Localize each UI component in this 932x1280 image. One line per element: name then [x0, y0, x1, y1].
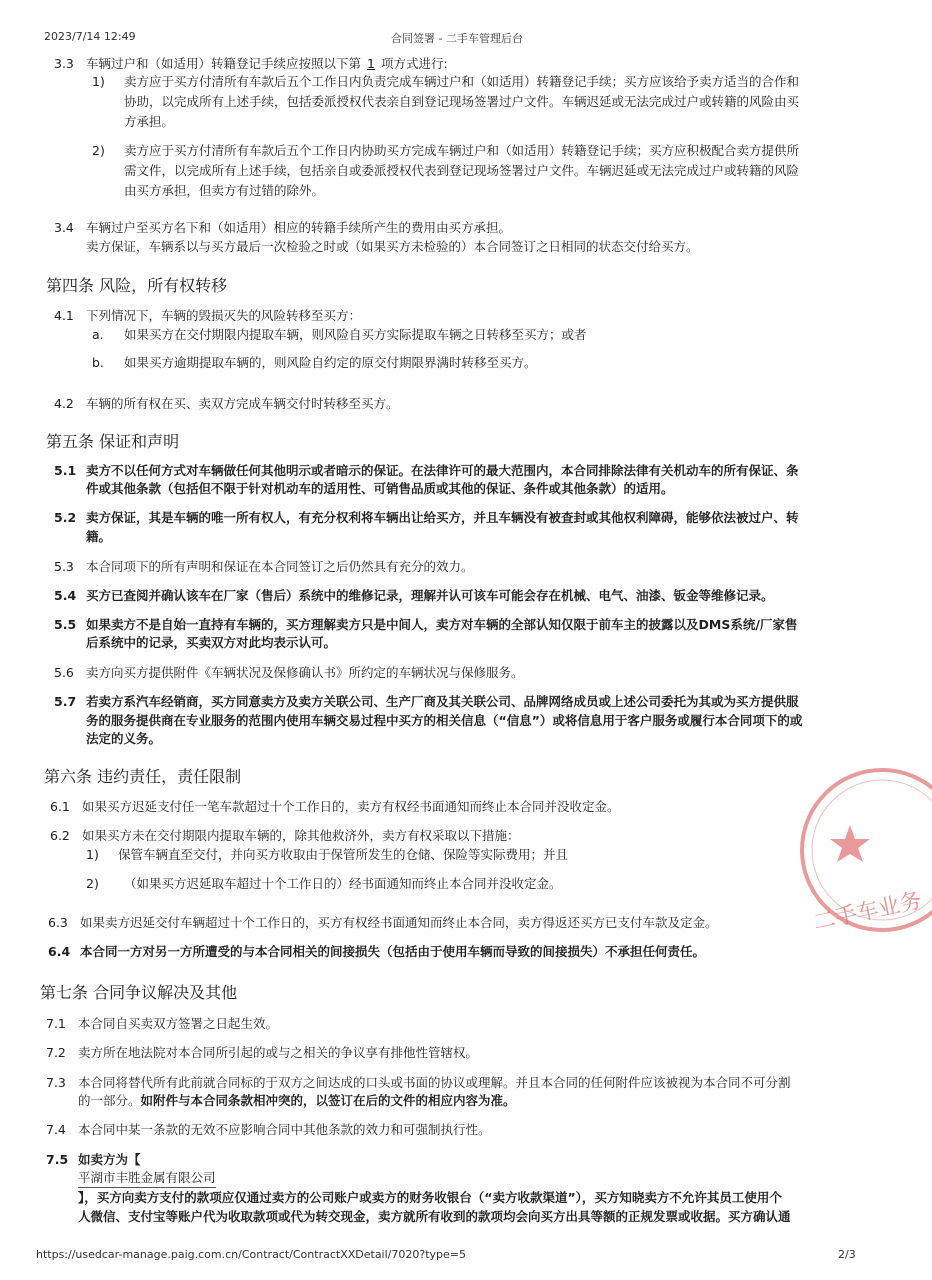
- seal-text: 二手车业务: [811, 888, 925, 936]
- clause-7-3-line-1: 本合同将替代所有此前就合同标的于双方之间达成的口头或书面的协议或理解。并且本合同的任何附件应该被视为本合同不可分割: [78, 1075, 791, 1090]
- clause-4-1: 下列情况下，车辆的毁损灭失的风险转移至买方：: [86, 308, 362, 323]
- clause-3-3-1-line-3: 方承担。: [124, 114, 175, 129]
- clause-6-4: 本合同一方对另一方所遭受的与本合同相关的间接损失（包括由于使用车辆而导致的间接损失）不承担任何责任。: [80, 944, 706, 959]
- seller-company-name: 平湖市丰胜金属有限公司: [78, 1170, 216, 1188]
- clause-3-3-2-line-3: 由买方承担，但卖方有过错的除外。: [124, 183, 325, 198]
- clause-7-4: 本合同中某一条款的无效不应影响合同中其他条款的效力和可强制执行性。: [78, 1122, 491, 1137]
- clause-5-5-number: 5.5: [54, 617, 77, 632]
- footer-page-number: 2/3: [838, 1248, 856, 1261]
- clause-5-3: 本合同项下的所有声明和保证在本合同签订之后仍然具有充分的效力。: [86, 559, 474, 574]
- clause-3-3: [86, 56, 448, 72]
- clause-6-2-2-number: 2): [86, 876, 99, 891]
- clause-6-3-number: 6.3: [48, 915, 68, 930]
- clause-3-3-1-number: 1): [92, 74, 105, 89]
- clause-5-7-line-3: 法定的义务。: [86, 731, 162, 746]
- clause-6-2: 如果买方未在交付期限内提取车辆的，除其他救济外，卖方有权采取以下措施：: [82, 828, 520, 843]
- clause-3-4-line-1: 车辆过户至买方名下和（如适用）相应的转籍手续所产生的费用由买方承担。: [86, 220, 512, 235]
- clause-7-1-number: 7.1: [46, 1016, 66, 1031]
- clause-5-7-number: 5.7: [54, 694, 77, 709]
- clause-6-2-number: 6.2: [50, 828, 70, 843]
- section-4-heading: 第四条 风险，所有权转移: [46, 276, 228, 295]
- section-7-heading: 第七条 合同争议解决及其他: [40, 983, 238, 1002]
- seal-star-icon: [830, 825, 870, 862]
- clause-7-5-seller-company: [78, 1170, 216, 1188]
- clause-3-3-1-line-2: 协助，以完成所有上述手续，包括委派授权代表亲自到登记现场签署过户文件。车辆迟延或无法完成过户或转籍的风险由买: [124, 94, 800, 109]
- clause-5-1-line-2: 件或其他条款（包括但不限于针对机动车的适用性、可销售品质或其他的保证、条件或其他条款）的适用。: [86, 481, 674, 496]
- clause-7-5-prefix: 如卖方为【: [78, 1152, 141, 1167]
- clause-4-2-number: 4.2: [54, 396, 74, 411]
- footer-url: https://usedcar-manage.paig.com.cn/Contract/ContractXXDetail/7020?type=5: [36, 1248, 466, 1261]
- section-5-heading: 第五条 保证和声明: [46, 432, 180, 451]
- clause-5-6: 卖方向买方提供附件《车辆状况及保修确认书》所约定的车辆状况与保修服务。: [86, 665, 524, 680]
- clause-7-5-line-1: 】，买方向卖方支付的款项应仅通过卖方的公司账户或卖方的财务收银台（“卖方收款渠道”），买方知晓卖方不允许其员工使用个: [78, 1190, 782, 1205]
- clause-7-4-number: 7.4: [46, 1122, 66, 1137]
- clause-5-2-line-2: 籍。: [86, 529, 112, 544]
- clause-5-4: 买方已查阅并确认该车在厂家（售后）系统中的维修记录，理解并认可该车可能会存在机械、电气、油漆、钣金等维修记录。: [86, 588, 774, 603]
- clause-4-1-a-marker: a.: [92, 327, 104, 342]
- clause-6-1-number: 6.1: [50, 799, 70, 814]
- clause-3-3-option-number: 1: [367, 56, 375, 71]
- clause-5-6-number: 5.6: [54, 665, 74, 680]
- clause-7-5-line-2: 人微信、支付宝等账户代为收取款项或代为转交现金，卖方就所有收到的款项均会向买方出具等额的正规发票或收据。买方确认通: [78, 1209, 791, 1224]
- clause-7-3-line-2-plain: 的一部分。: [78, 1093, 141, 1108]
- clause-3-3-2-line-2: 需文件，以完成所有上述手续，包括亲自或委派授权代表到登记现场签署过户文件。车辆迟延或无法完成过户或转籍的风险: [124, 163, 800, 178]
- clause-7-3-line-2-bold: 如附件与本合同条款相冲突的，以签订在后的文件的相应内容为准。: [140, 1093, 516, 1108]
- clause-6-2-1-number: 1): [86, 847, 99, 862]
- header-title: 合同签署 - 二手车管理后台: [391, 32, 523, 45]
- clause-7-3-line-2: [78, 1093, 516, 1109]
- clause-3-3-text-b: 项方式进行:: [380, 56, 448, 71]
- clause-7-1: 本合同自买卖双方签署之日起生效。: [78, 1016, 279, 1031]
- clause-5-1-line-1: 卖方不以任何方式对车辆做任何其他明示或者暗示的保证。在法律许可的最大范围内，本合同排除法律有关机动车的所有保证、条: [86, 463, 799, 478]
- clause-4-1-b-marker: b.: [92, 355, 104, 370]
- company-seal-stamp: [792, 770, 932, 950]
- clause-3-3-text-a: 车辆过户和（如适用）转籍登记手续应按照以下第: [86, 56, 362, 71]
- clause-7-2: 卖方所在地法院对本合同所引起的或与之相关的争议享有排他性管辖权。: [78, 1045, 479, 1060]
- clause-5-7-line-2: 务的服务提供商在专业服务的范围内使用车辆交易过程中买方的相关信息（“信息”）或将信息用于客户服务或履行本合同项下的或: [86, 713, 803, 728]
- clause-5-2-line-1: 卖方保证，其是车辆的唯一所有权人，有充分权利将车辆出让给买方，并且车辆没有被查封或其他权利障碍，能够依法被过户、转: [86, 510, 799, 525]
- clause-6-4-number: 6.4: [48, 944, 71, 959]
- clause-3-4-line-2: 卖方保证，车辆系以与买方最后一次检验之时或（如果买方未检验的）本合同签订之日相同的状态交付给买方。: [86, 239, 699, 254]
- clause-6-1: 如果买方迟延支付任一笔车款超过十个工作日的，卖方有权经书面通知而终止本合同并没收定金。: [82, 799, 620, 814]
- clause-4-1-number: 4.1: [54, 308, 74, 323]
- clause-5-5-line-2: 后系统中的记录，买卖双方对此均表示认可。: [86, 635, 337, 650]
- clause-6-2-2: （如果买方迟延取车超过十个工作日的）经书面通知而终止本合同并没收定金。: [124, 876, 562, 891]
- clause-7-2-number: 7.2: [46, 1045, 66, 1060]
- clause-5-2-number: 5.2: [54, 510, 77, 525]
- clause-3-3-1-line-1: 卖方应于买方付清所有车款后五个工作日内负责完成车辆过户和（如适用）转籍登记手续；买方应该给予卖方适当的合作和: [124, 74, 800, 89]
- clause-7-3-number: 7.3: [46, 1075, 66, 1090]
- clause-3-3-2-line-1: 卖方应于买方付清所有车款后五个工作日内协助买方完成车辆过户和（如适用）转籍登记手续；买方应积极配合卖方提供所: [124, 143, 800, 158]
- clause-6-2-1: 保管车辆直至交付，并向买方收取由于保管所发生的仓储、保险等实际费用；并且: [118, 847, 569, 862]
- clause-4-2: 车辆的所有权在买、卖双方完成车辆交付时转移至买方。: [86, 396, 399, 411]
- clause-4-1-a: 如果买方在交付期限内提取车辆，则风险自买方实际提取车辆之日转移至买方；或者: [124, 327, 587, 342]
- header-datetime: 2023/7/14 12:49: [44, 30, 136, 43]
- clause-5-7-line-1: 若卖方系汽车经销商，买方同意卖方及卖方关联公司、生产厂商及其关联公司、品牌网络成员或上述公司委托为其或为买方提供服: [86, 694, 799, 709]
- clause-3-3-2-number: 2): [92, 143, 105, 158]
- clause-5-5-line-1: 如果卖方不是自始一直持有车辆的，买方理解卖方只是中间人，卖方对车辆的全部认知仅限于前车主的披露以及DMS系统/厂家售: [86, 617, 798, 632]
- clause-3-4-number: 3.4: [54, 220, 74, 235]
- clause-6-3: 如果卖方迟延交付车辆超过十个工作日的，买方有权经书面通知而终止本合同，卖方得返还买方已支付车款及定金。: [80, 915, 718, 930]
- clause-5-4-number: 5.4: [54, 588, 77, 603]
- clause-5-3-number: 5.3: [54, 559, 74, 574]
- section-6-heading: 第六条 违约责任，责任限制: [44, 767, 242, 786]
- clause-4-1-b: 如果买方逾期提取车辆的，则风险自约定的原交付期限界满时转移至买方。: [124, 355, 537, 370]
- clause-5-1-number: 5.1: [54, 463, 77, 478]
- clause-3-3-number: 3.3: [54, 56, 74, 71]
- clause-7-5-number: 7.5: [46, 1152, 69, 1167]
